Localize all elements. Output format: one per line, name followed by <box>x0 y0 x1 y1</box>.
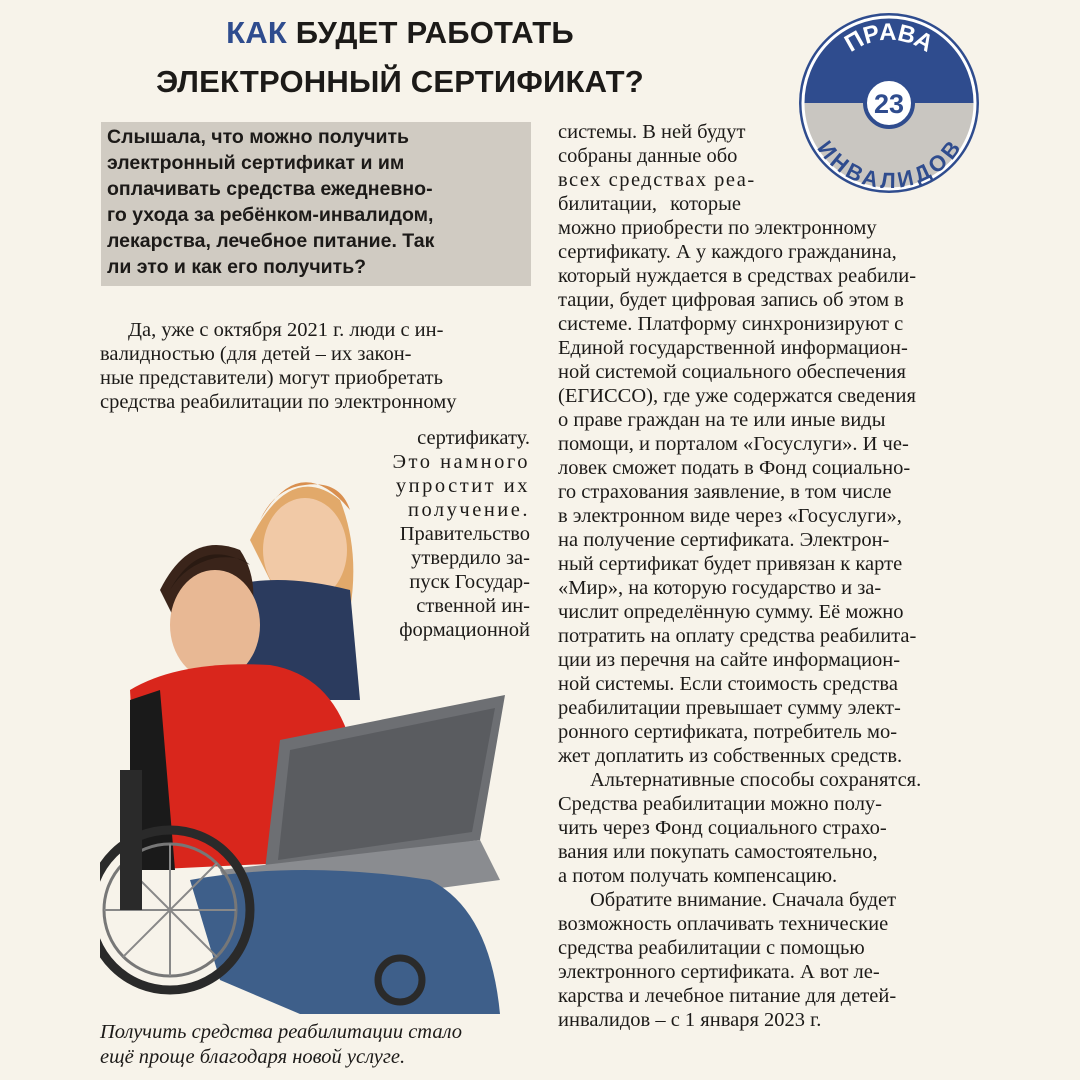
text-line: «Мир», на которую государство и за- <box>558 577 882 599</box>
text-line: всех средствах реа- <box>558 169 756 191</box>
text-line: числит определённую сумму. Её можно <box>558 601 904 623</box>
answer-column-2 <box>558 120 988 1032</box>
answer-narrow-column <box>364 426 530 642</box>
text-line: тации, будет цифровая запись об этом в <box>558 289 904 311</box>
question-line: Слышала, что можно получить <box>107 126 410 148</box>
badge-number: 23 <box>873 89 905 119</box>
text-line: Единой государственной информацион- <box>558 337 908 359</box>
text-line: сертификату. <box>417 427 530 449</box>
text-line: Правительство <box>399 523 530 545</box>
headline-line-1 <box>0 17 800 48</box>
text-line: Обратите внимание. Сначала будет <box>590 889 897 911</box>
text-line: вания или покупать самостоятельно, <box>558 841 878 863</box>
text-line: получение. <box>407 499 530 521</box>
text-line: системы. В ней будут <box>558 121 746 143</box>
text-line: инвалидов – с 1 января 2023 г. <box>558 1009 822 1031</box>
text-line: потратить на оплату средства реабилита- <box>558 625 917 647</box>
text-line: системе. Платформу синхронизируют с <box>558 313 904 335</box>
question-line: электронный сертификат и им <box>107 152 405 174</box>
text-line: Это намного <box>392 451 530 473</box>
text-line: ронного сертификата, потребитель мо- <box>558 721 898 743</box>
text-line: ственной ин- <box>416 595 530 617</box>
question-line: ли это и как его получить? <box>107 256 367 278</box>
text-line: средства реабилитации с помощью <box>558 937 865 959</box>
text-line: который нуждается в средствах реабили- <box>558 265 917 287</box>
text-line: собраны данные обо <box>558 145 738 167</box>
text-line: жет доплатить из собственных средств. <box>558 745 903 767</box>
text-line: Да, уже с октября 2021 г. люди с ин- <box>128 319 444 341</box>
text-line: билитации, которые <box>558 193 742 215</box>
text-line: о праве граждан на те или иные виды <box>558 409 886 431</box>
reader-question <box>101 122 531 286</box>
headline-accent: КАК <box>226 15 287 50</box>
headline-line-1-rest: БУДЕТ РАБОТАТЬ <box>286 15 574 50</box>
photo-caption <box>100 1020 540 1070</box>
text-line: пуск Государ- <box>409 571 530 593</box>
text-line: валидностью (для детей – их закон- <box>100 343 412 365</box>
caption-line: ещё проще благодаря новой услуге. <box>100 1046 406 1068</box>
text-line: средства реабилитации по электронному <box>100 391 457 413</box>
text-line: утвердило за- <box>411 547 530 569</box>
text-line: формационной <box>399 619 530 641</box>
text-line: ные представители) могут приобретать <box>100 367 443 389</box>
caption-line: Получить средства реабилитации стало <box>100 1021 463 1043</box>
text-line: на получение сертификата. Электрон- <box>558 529 890 551</box>
text-line: (ЕГИССО), где уже содержатся сведения <box>558 385 916 407</box>
text-line: помощи, и порталом «Госуслуги». И че- <box>558 433 909 455</box>
text-line: Средства реабилитации можно полу- <box>558 793 882 815</box>
text-line: ной системы. Если стоимость средства <box>558 673 898 695</box>
text-line: упростит их <box>395 475 530 497</box>
badge-bottom-text: ИНВАЛИДОВ <box>812 136 966 194</box>
headline-line-2: ЭЛЕКТРОННЫЙ СЕРТИФИКАТ? <box>156 64 644 99</box>
text-line: карства и лечебное питание для детей- <box>558 985 897 1007</box>
text-line: а потом получать компенсацию. <box>558 865 838 887</box>
text-line: сертификату. А у каждого гражданина, <box>558 241 897 263</box>
text-line: возможность оплачивать технические <box>558 913 889 935</box>
text-line: реабилитации превышает сумму элект- <box>558 697 901 719</box>
question-line: оплачивать средства ежедневно- <box>107 178 433 200</box>
text-line: ный сертификат будет привязан к карте <box>558 553 903 575</box>
text-line: электронного сертификата. А вот ле- <box>558 961 880 983</box>
answer-paragraph-start <box>100 318 530 414</box>
badge-top-text: ПРАВА <box>840 18 938 58</box>
question-line: лекарства, лечебное питание. Так <box>107 230 435 252</box>
text-line: ловек сможет подать в Фонд социально- <box>558 457 911 479</box>
text-line: Альтернативные способы сохранятся. <box>590 769 922 791</box>
text-line: в электронном виде через «Госуслуги», <box>558 505 902 527</box>
text-line: го страхования заявление, в том числе <box>558 481 892 503</box>
text-line: чить через Фонд социального страхо- <box>558 817 887 839</box>
text-line: можно приобрести по электронному <box>558 217 877 239</box>
question-line: го ухода за ребёнком-инвалидом, <box>107 204 434 226</box>
text-line: ции из перечня на сайте информацион- <box>558 649 901 671</box>
text-line: ной системой социального обеспечения <box>558 361 906 383</box>
